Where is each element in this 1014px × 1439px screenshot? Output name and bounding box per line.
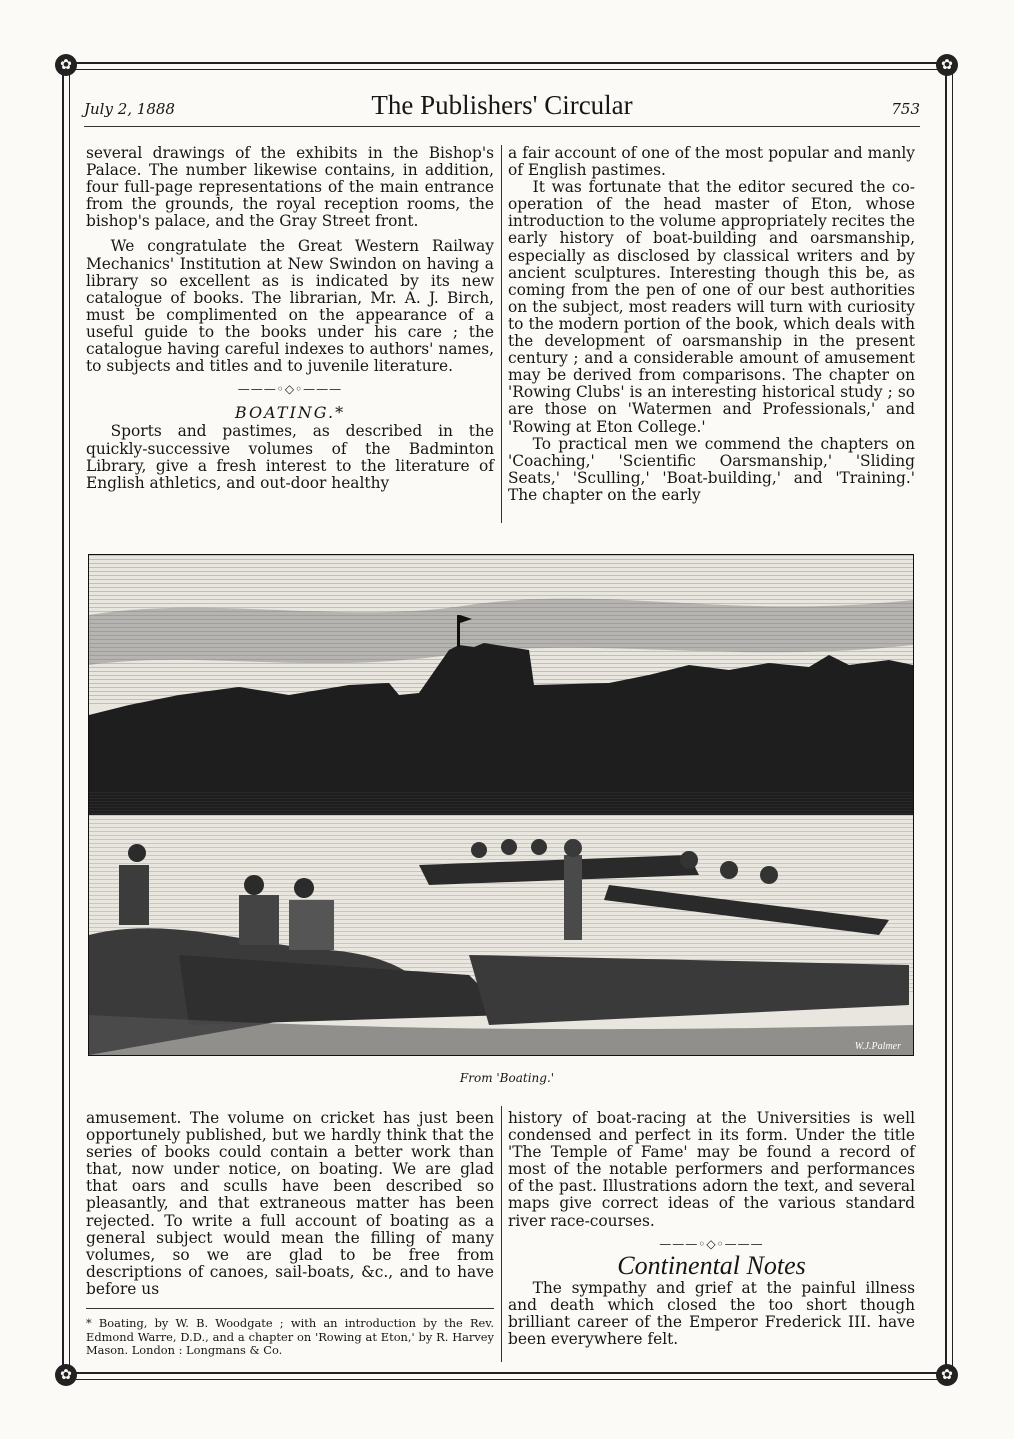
right-column-top xyxy=(508,145,915,504)
paragraph: To practical men we commend the chapters on 'Coaching,' 'Scientific Oarsmanship,' 'Sliding Seats,' 'Sculling,' 'Boat-building,' and 'Training.' The chapter on the early xyxy=(508,434,915,504)
left-column-bottom xyxy=(86,1110,494,1358)
paragraph: history of boat-racing at the Universities is well condensed and perfect in its form. Under the title 'The Temple of Fame' may be found a record of most of the notable performers and performances of the past. Illustrations adorn the text, and several maps give correct ideas of the various standard river race-courses. xyxy=(508,1109,915,1230)
corner-ornament-icon: ✿ xyxy=(936,54,958,76)
frame-bottom-rule xyxy=(62,1372,950,1380)
column-rule xyxy=(501,145,502,523)
ornament-divider: ———◦◇◦——— xyxy=(659,1236,764,1251)
section-heading-continental-notes: Continental Notes xyxy=(617,1250,806,1280)
paragraph: several drawings of the exhibits in the Bishop's Palace. The number likewise contains, in addition, four full-page representations of the main entrance from the grounds, the royal reception rooms, the bishop's palace, and the Gray Street front. xyxy=(86,144,494,231)
footnote: * Boating, by W. B. Woodgate ; with an introduction by the Rev. Edmond Warre, D.D., and a chapter on 'Rowing at Eton,' by R. Harvey Mason. London : Longmans & Co. xyxy=(86,1316,494,1358)
corner-ornament-icon: ✿ xyxy=(936,1364,958,1386)
publication-title: The Publishers' Circular xyxy=(371,90,633,120)
column-rule xyxy=(501,1106,502,1362)
frame-right-rule xyxy=(945,62,953,1375)
paragraph: a fair account of one of the most popular and manly of English pastimes. xyxy=(508,144,915,180)
section-heading-boating: BOATING.* xyxy=(234,403,346,423)
frame-left-rule xyxy=(62,62,70,1375)
ornament-divider: ———◦◇◦——— xyxy=(237,382,343,397)
paragraph: Sports and pastimes, as described in the quickly-successive volumes of the Badminton Library, give a fresh interest to the literature of English athletics, and out-door healthy xyxy=(86,422,494,492)
corner-ornament-icon: ✿ xyxy=(55,54,77,76)
paragraph: We congratulate the Great Western Railway Mechanics' Institution at New Swindon on having a library so excellent as is indicated by its new catalogue of books. The librarian, Mr. A. J. Birch, must be complimented on the appearance of a useful guide to the books under his care ; the catalogue having careful indexes to authors' names, to subjects and titles and to juvenile literature. xyxy=(86,237,494,376)
boating-engraving xyxy=(88,554,914,1056)
left-column-top xyxy=(86,145,494,492)
illustration-caption: From 'Boating.' xyxy=(459,1071,555,1085)
paragraph: The sympathy and grief at the painful illness and death which closed the too short though brilliant career of the Emperor Frederick III. have been everywhere felt. xyxy=(508,1278,915,1349)
paragraph: It was fortunate that the editor secured the co-operation of the head master of Eton, whose introduction to the volume appropriately recites the early history of boat-building and oarsmanship, especially as disclosed by classical writers and by ancient sculptures. Interesting though this be, as coming from the pen of one of our best authorities on the subject, most readers will turn with curiosity to the modern portion of the book, which deals with the development of oarsmanship in the present century ; and a considerable amount of amusement may be derived from comparisons. The chapter on 'Rowing Clubs' is an interesting historical study ; so are those on 'Watermen and Professionals,' and 'Rowing at Eton College.' xyxy=(508,178,915,436)
issue-date: July 2, 1888 xyxy=(84,100,175,118)
footnote-rule xyxy=(86,1308,494,1309)
page-number: 753 xyxy=(891,100,920,118)
engraving-image xyxy=(89,555,913,1055)
frame-top-rule xyxy=(62,62,950,70)
running-header xyxy=(84,90,920,127)
paragraph: amusement. The volume on cricket has just been opportunely published, but we hardly think that the series of books could contain a better work than that, now under notice, on boating. We are glad that oars and sculls have been described so pleasantly, and that extraneous matter has been rejected. To write a full account of boating as a general subject would mean the filling of many volumes, so we are glad to be free from descriptions of canoes, sail-boats, &c., and to have before us xyxy=(86,1109,494,1298)
corner-ornament-icon: ✿ xyxy=(55,1364,77,1386)
right-column-bottom xyxy=(508,1110,915,1348)
artist-signature: W.J.Palmer xyxy=(854,1041,901,1052)
